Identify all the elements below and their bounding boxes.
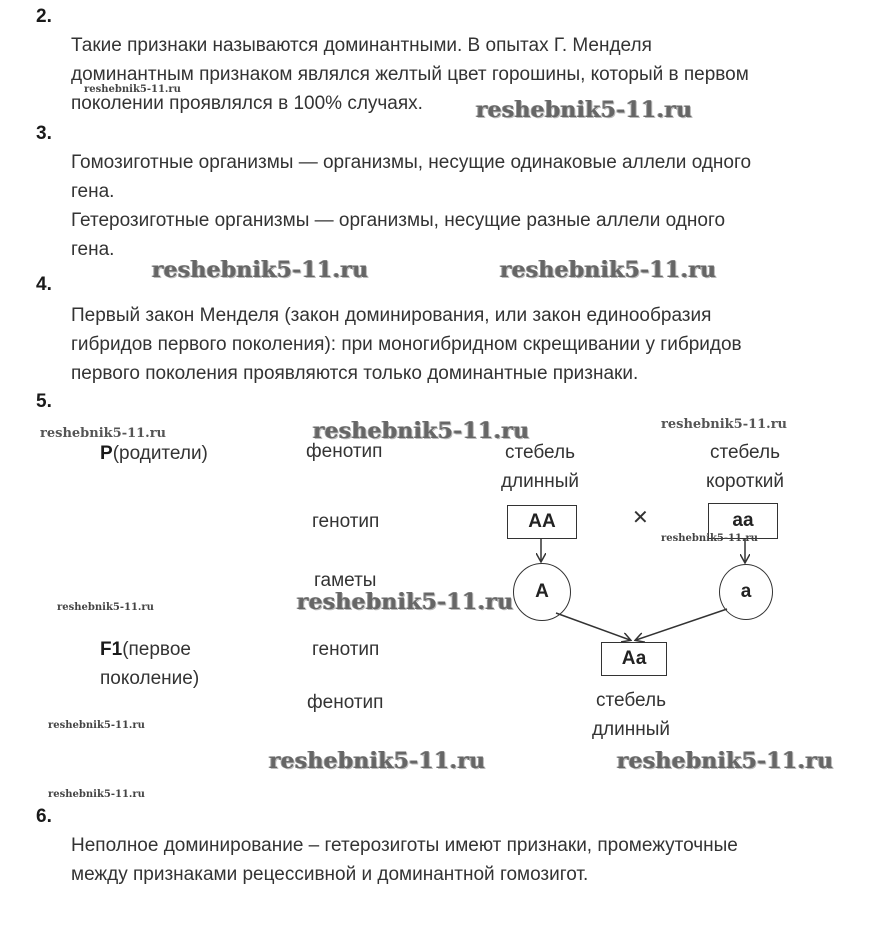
section-3-line-4: гена. (71, 239, 115, 260)
parent-1-phenotype-line-1: стебель (505, 442, 575, 463)
section-2-line-1: Такие признаки называются доминантными. В опытах Г. Менделя (71, 35, 652, 56)
parent-1-genotype-box: АА (507, 505, 577, 539)
watermark-6: reshebnik5-11.ru (269, 748, 486, 774)
f1-text-line-2: поколение) (100, 668, 200, 689)
section-4-number: 4. (36, 274, 52, 295)
section-2-number: 2. (36, 6, 52, 27)
parents-text: (родители) (112, 443, 208, 464)
section-3-line-3: Гетерозиготные организмы — организмы, несущие разные аллели одного (71, 210, 726, 231)
row-label-phenotype: фенотип (306, 441, 383, 462)
section-2-line-2: доминантным признаком являлся желтый цвет горошины, который в первом (71, 64, 749, 85)
row-label-genotype: генотип (312, 511, 380, 532)
watermark-4: reshebnik5-11.ru (313, 418, 530, 444)
watermark-tiny-2: reshebnik5-11.ru (661, 533, 758, 544)
gamete-2-circle: а (719, 564, 773, 620)
parent-2-phenotype-line-2: короткий (705, 471, 785, 492)
arrow-gamete1-to-offspring (556, 613, 630, 640)
watermark-tiny-3: reshebnik5-11.ru (57, 602, 154, 613)
watermark-3: reshebnik5-11.ru (500, 257, 717, 283)
section-3-number: 3. (36, 123, 52, 144)
watermark-2: reshebnik5-11.ru (152, 257, 369, 283)
cross-icon: ✕ (632, 507, 649, 529)
row-label-gametes: гаметы (314, 570, 377, 591)
parent-2-genotype-box: аа (708, 503, 778, 539)
watermark-tiny-5: reshebnik5-11.ru (48, 789, 145, 800)
watermark-1: reshebnik5-11.ru (476, 97, 693, 123)
section-6-line-1: Неполное доминирование – гетерозиготы имеют признаки, промежуточные (71, 835, 738, 856)
section-6-number: 6. (36, 806, 52, 827)
f1-text: (первое (122, 639, 191, 660)
parent-1-phenotype-line-2: длинный (500, 471, 580, 492)
section-3-line-2: гена. (71, 181, 115, 202)
gamete-1-circle: А (513, 563, 571, 621)
watermark-small-1: reshebnik5-11.ru (40, 426, 167, 441)
watermark-small-2: reshebnik5-11.ru (661, 417, 788, 432)
section-4-line-2: гибридов первого поколения): при моногибридном скрещивании у гибридов (71, 334, 742, 355)
section-4-line-3: первого поколения проявляются только доминантные признаки. (71, 363, 639, 384)
watermark-tiny-1: reshebnik5-11.ru (84, 84, 181, 95)
parents-symbol: P (100, 443, 113, 464)
watermark-tiny-4: reshebnik5-11.ru (48, 720, 145, 731)
watermark-5: reshebnik5-11.ru (297, 589, 514, 615)
row-label-f1-phenotype: фенотип (307, 692, 384, 713)
section-6-line-2: между признаками рецессивной и доминантной гомозигот. (71, 864, 589, 885)
watermark-7: reshebnik5-11.ru (617, 748, 834, 774)
offspring-phenotype-line-1: стебель (596, 690, 666, 711)
section-5-number: 5. (36, 391, 52, 412)
parent-2-phenotype-line-1: стебель (710, 442, 780, 463)
f1-symbol: F1 (100, 639, 123, 660)
arrow-gamete2-to-offspring (636, 609, 727, 640)
section-3-line-1: Гомозиготные организмы — организмы, несущие одинаковые аллели одного (71, 152, 752, 173)
offspring-phenotype-line-2: длинный (591, 719, 671, 740)
section-6-text (71, 831, 738, 889)
offspring-genotype-box: Аа (601, 642, 667, 676)
section-2-line-3: поколении проявлялся в 100% случаях. (71, 93, 423, 114)
row-label-f1-genotype: генотип (312, 639, 380, 660)
section-4-line-1: Первый закон Менделя (закон доминирования, или закон единообразия (71, 305, 712, 326)
